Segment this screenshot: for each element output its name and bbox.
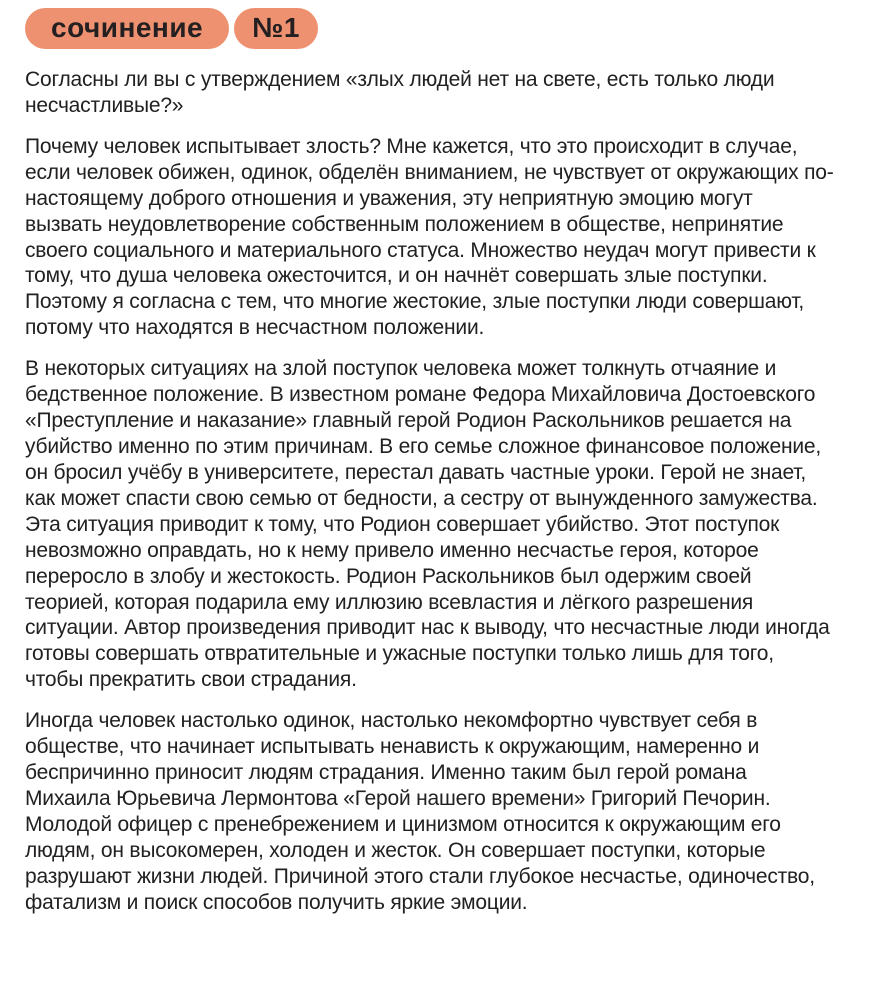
essay-title-label: сочинение	[51, 11, 204, 43]
essay-header	[25, 8, 834, 49]
essay-number-badge	[234, 8, 318, 49]
essay-paragraph-dostoevsky: В некоторых ситуациях на злой поступок человека может толкнуть отчаяние и бедственное положение. В известном романе Федора Михайловича Достоевского «Преступление и наказание» главный герой Родион Раскольников решается на убийство именно по этим причинам. В его семье сложное финансовое положение, он бросил учёбу в университете, перестал давать частные уроки. Герой не знает, как может спасти свою семью от бедности, а сестру от вынужденного замужества. Эта ситуация приводит к тому, что Родион совершает убийство. Этот поступок невозможно оправдать, но к нему привело именно несчастье героя, которое переросло в злобу и жестокость. Родион Раскольников был одержим своей теорией, которая подарила ему иллюзию всевластия и лёгкого разрешения ситуации. Автор произведения приводит нас к выводу, что несчастные люди иногда готовы совершать отвратительные и ужасные поступки только лишь для того, чтобы прекратить свои страдания.	[25, 357, 830, 692]
essay-question-paragraph: Согласны ли вы с утверждением «злых людей нет на свете, есть только люди несчастливые?»	[25, 68, 775, 117]
essay-paragraph-intro: Почему человек испытывает злость? Мне кажется, что это происходит в случае, если человек обижен, одинок, обделён вниманием, не чувствует от окружающих по-настоящему доброго отношения и уважения, эту неприятную эмоцию могут вызвать неудовлетворение собственным положением в обществе, непринятие своего социального и материального статуса. Множество неудач могут привести к тому, что душа человека ожесточится, и он начнёт совершать злые поступки. Поэтому я согласна с тем, что многие жестокие, злые поступки люди совершают, потому что находятся в несчастном положении.	[25, 134, 834, 340]
essay-number-label: №1	[252, 11, 300, 43]
essay-body	[25, 67, 834, 916]
essay-paragraph-lermontov: Иногда человек настолько одинок, настолько некомфортно чувствует себя в обществе, что начинает испытывать ненависть к окружающим, намеренно и беспричинно приносит людям страдания. Именно таким был герой романа Михаила Юрьевича Лермонтова «Герой нашего времени» Григорий Печорин. Молодой офицер с пренебрежением и цинизмом относится к окружающим его людям, он высокомерен, холоден и жесток. Он совершает поступки, которые разрушают жизни людей. Причиной этого стали глубокое несчастье, одиночество, фатализм и поиск способов получить яркие эмоции.	[25, 709, 815, 914]
essay-title-badge	[25, 8, 229, 49]
